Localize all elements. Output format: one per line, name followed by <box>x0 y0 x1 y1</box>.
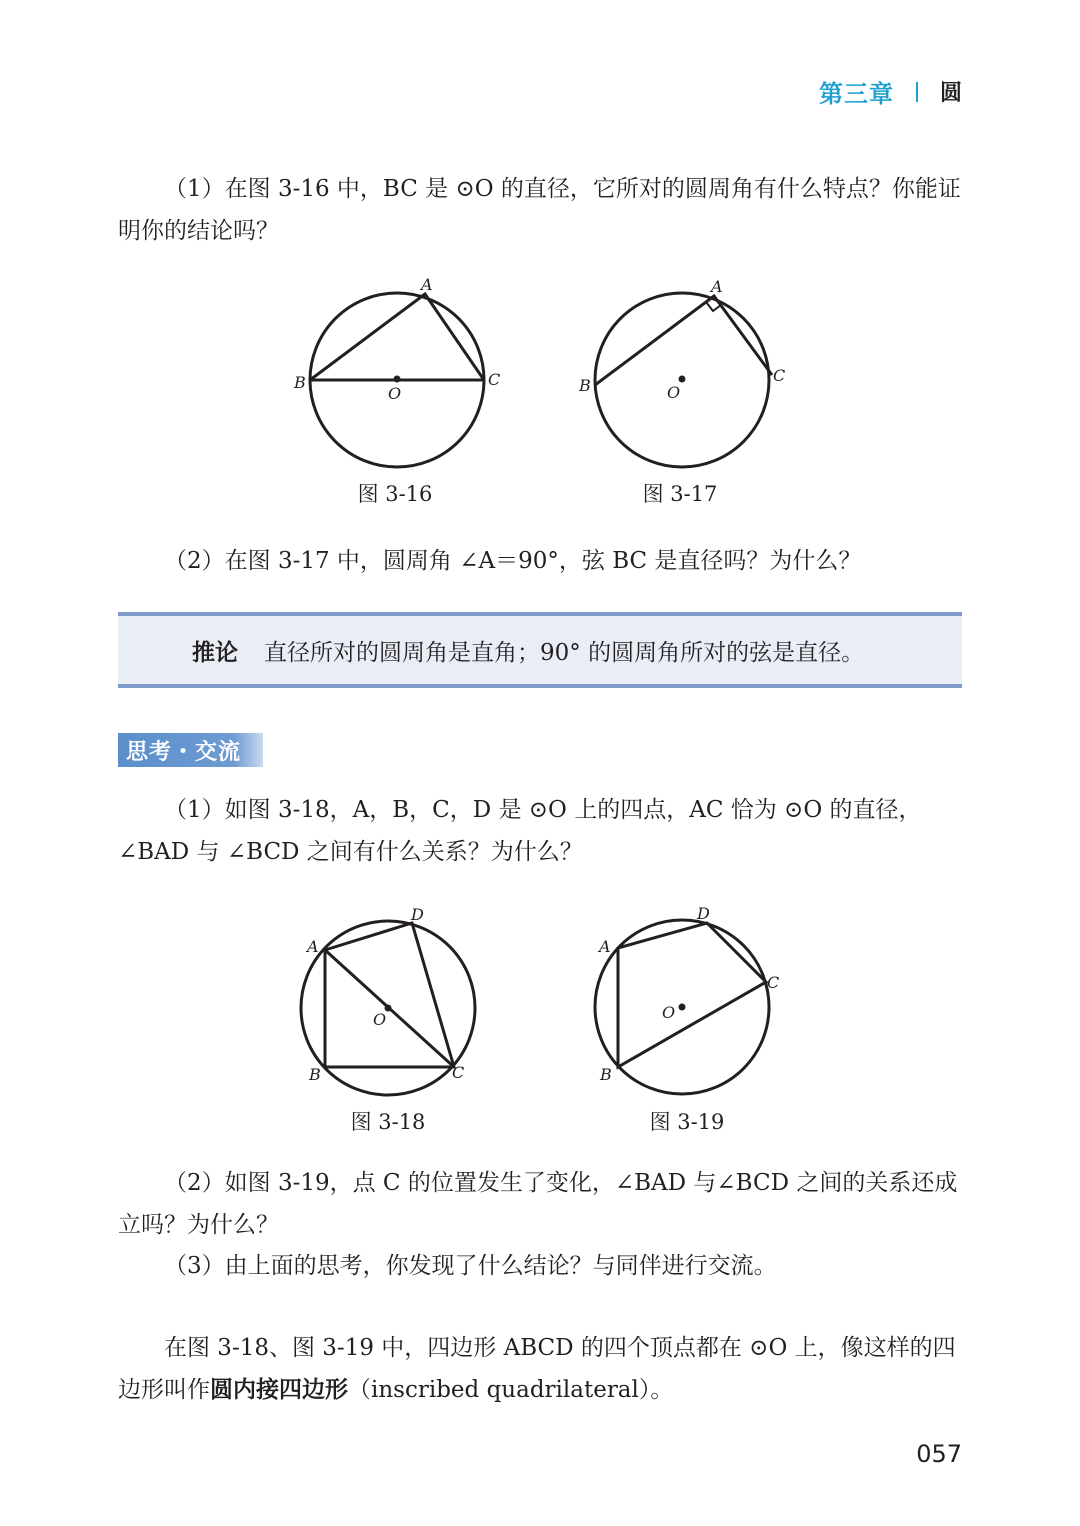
label-a: A <box>711 277 723 296</box>
figure-3-19 <box>580 900 790 1100</box>
label-a: A <box>307 937 319 956</box>
question-1: （1）在图 3-16 中，BC 是 ⊙O 的直径，它所对的圆周角有什么特点？你能证明你的结论吗？ <box>118 176 961 244</box>
caption-3-16: 图 3-16 <box>357 482 433 506</box>
definition-paragraph <box>118 1327 964 1411</box>
label-b: B <box>579 376 591 395</box>
center-point <box>394 376 401 383</box>
figure-3-16 <box>280 270 520 480</box>
center-point <box>679 1004 686 1011</box>
label-o: O <box>667 383 681 402</box>
figure-3-17 <box>565 270 805 480</box>
label-d: D <box>697 904 710 923</box>
quadrilateral-abcd <box>325 923 454 1067</box>
running-header <box>819 74 962 109</box>
definition-text-before: 在图 3-18、图 3-19 中，四边形 ABCD 的四个顶点都在 ⊙O 上，像这样的四边形叫作 <box>118 1335 956 1403</box>
think-discuss-banner: 思考・交流 <box>118 733 263 767</box>
label-c: C <box>452 1063 465 1082</box>
caption-3-17: 图 3-17 <box>642 482 718 506</box>
caption-3-18: 图 3-18 <box>350 1110 426 1134</box>
label-b: B <box>600 1065 612 1084</box>
label-b: B <box>294 373 306 392</box>
label-c: C <box>767 973 780 992</box>
think-question-1: （1）如图 3-18，A，B，C，D 是 ⊙O 上的四点，AC 恰为 ⊙O 的直径，∠BAD 与 ∠BCD 之间有什么关系？为什么？ <box>118 797 922 865</box>
corollary-label: 推论 <box>192 639 238 666</box>
definition-text-after: （inscribed quadrilateral）。 <box>348 1377 674 1403</box>
label-o: O <box>373 1010 387 1029</box>
caption-3-19: 图 3-19 <box>649 1110 725 1134</box>
label-c: C <box>773 366 786 385</box>
label-d: D <box>411 905 424 924</box>
header-divider <box>916 82 918 102</box>
inscribed-angle-a <box>310 294 484 380</box>
corollary-box <box>118 612 962 688</box>
label-a: A <box>421 275 433 294</box>
label-c: C <box>488 370 501 389</box>
chapter-title: 圆 <box>939 81 962 106</box>
label-o: O <box>388 384 402 403</box>
figure-3-18 <box>285 900 495 1100</box>
corollary-text: 直径所对的圆周角是直角；90° 的圆周角所对的弦是直径。 <box>264 639 865 666</box>
page-number: 057 <box>916 1440 962 1468</box>
question-2: （2）在图 3-17 中，圆周角 ∠A＝90°，弦 BC 是直径吗？为什么？ <box>164 548 862 574</box>
definition-term: 圆内接四边形 <box>210 1377 348 1403</box>
inscribed-angle-a <box>595 296 772 385</box>
label-b: B <box>309 1065 321 1084</box>
center-point <box>679 376 686 383</box>
label-o: O <box>662 1003 676 1022</box>
label-a: A <box>599 937 611 956</box>
think-question-2: （2）如图 3-19，点 C 的位置发生了变化，∠BAD 与∠BCD 之间的关系还成立吗？为什么？ <box>118 1170 958 1238</box>
think-question-3: （3）由上面的思考，你发现了什么结论？与同伴进行交流。 <box>164 1253 777 1279</box>
chapter-label: 第三章 <box>818 80 894 108</box>
